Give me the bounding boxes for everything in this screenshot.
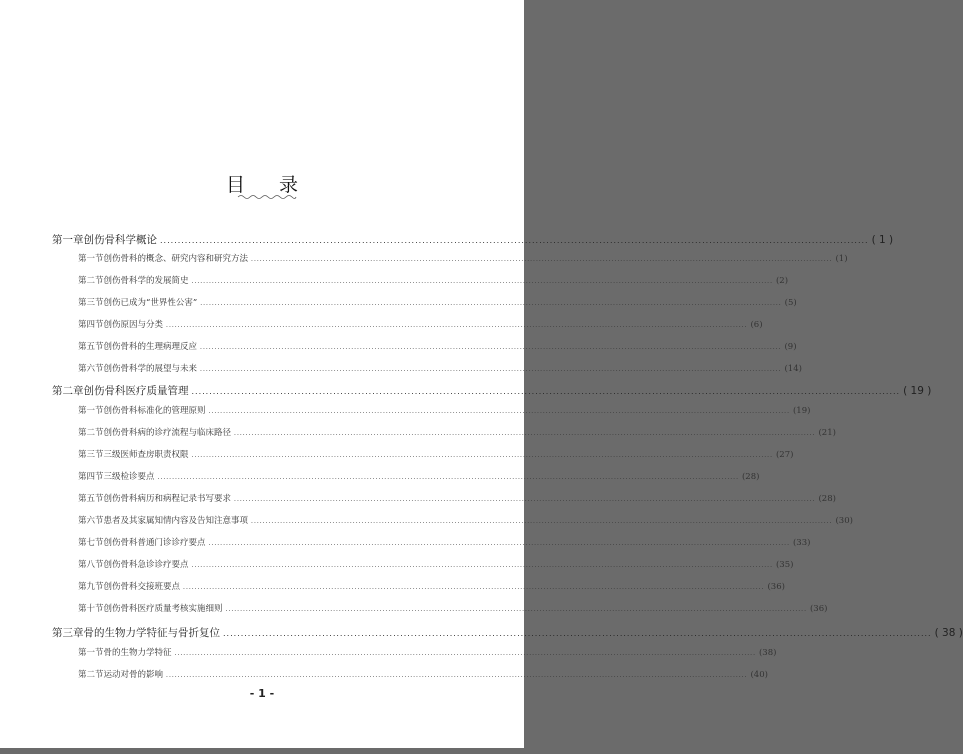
toc-section-row <box>0 318 763 334</box>
toc-entry-page: (28) <box>818 494 836 504</box>
toc-leader-dots: ........................................................................................................................................................................................................ <box>200 366 782 373</box>
toc-entry-number: 第二节 <box>78 276 104 286</box>
toc-section-row <box>0 514 853 530</box>
toc-chapter-row <box>0 383 932 399</box>
toc-leader-dots: ........................................................................................................................................................................................................ <box>191 562 773 569</box>
toc-entry-title: 骨的生物力学特征 <box>103 648 172 658</box>
toc-entry-title: 创伤骨科交接班要点 <box>103 582 181 592</box>
toc-entry-title: 三级医师查房职责权限 <box>103 450 189 460</box>
toc-entry-page: (36) <box>809 604 828 614</box>
toc-entry-page: (21) <box>818 428 836 438</box>
toc-leader-dots: ........................................................................................................................................................................................................ <box>191 278 773 285</box>
toc-leader-dots: ........................................................................................................................................................................................................ <box>200 344 782 351</box>
toc-entry-page: ( 38 ) <box>934 627 963 639</box>
toc-section-row <box>0 448 794 464</box>
toc-entry-page: (40) <box>750 670 768 680</box>
toc-entry-number: 第五节 <box>78 494 104 504</box>
toc-leader-dots: ........................................................................................................................................................................................................ <box>234 496 816 503</box>
toc-section-row <box>0 580 785 596</box>
toc-entry-number: 第四节 <box>78 472 104 482</box>
toc-entry-number: 第二节 <box>78 428 104 438</box>
toc-entry-page: (33) <box>792 538 811 548</box>
toc-entry-number: 第五节 <box>78 342 104 352</box>
toc-leader-dots: ........................................................................................................................................................................................................ <box>174 650 756 657</box>
toc-section-row <box>0 492 836 508</box>
toc-entry-title: 创伤骨科学的展望与未来 <box>103 364 198 374</box>
toc-entry-number: 第九节 <box>78 582 104 592</box>
toc-entry-page: (19) <box>792 406 811 416</box>
toc-entry-number: 第二节 <box>78 670 104 680</box>
toc-entry-title: 创伤骨科标准化的管理原则 <box>103 406 206 416</box>
toc-leader-dots: ........................................................................................................................................................................................................ <box>225 606 807 613</box>
toc-entry-title: 创伤已成为“世界性公害” <box>103 298 198 308</box>
toc-leader-dots: ........................................................................................................................................................................................................ <box>208 540 790 547</box>
toc-entry-number: 第一节 <box>78 406 104 416</box>
toc-leader-dots: ........................................................................................................................................................................................................ <box>191 452 773 459</box>
toc-entry-page: (28) <box>741 472 760 482</box>
toc-leader-dots: ........................................................................................................................................................................................................ <box>208 408 790 415</box>
toc-entry-number: 第一节 <box>78 648 104 658</box>
toc-entry-page: (9) <box>784 342 797 352</box>
toc-leader-dots: ........................................................................................................................................................................................................ <box>251 518 833 525</box>
toc-entry-page: ( 1 ) <box>871 234 894 246</box>
toc-section-row <box>0 340 797 356</box>
toc-section-row <box>0 558 794 574</box>
toc-section-row <box>0 362 802 378</box>
toc-section-row <box>0 668 768 684</box>
toc-entry-number: 第四节 <box>78 320 104 330</box>
toc-leader-dots: ........................................................................................................................................................................................................ <box>251 256 833 263</box>
toc-entry-number: 第三节 <box>78 450 104 460</box>
toc-entry-number: 第三节 <box>78 298 104 308</box>
toc-entry-page: (38) <box>758 648 777 658</box>
toc-entry-number: 第八节 <box>78 560 104 570</box>
toc-entry-number: 第三章 <box>52 627 84 639</box>
toc-entry-number: 第六节 <box>78 364 104 374</box>
toc-entry-title: 创伤骨科医疗质量考核实施细则 <box>103 604 223 614</box>
toc-entry-number: 第六节 <box>78 516 104 526</box>
toc-entry-page: (1) <box>835 254 848 264</box>
title-underline-ornament <box>238 194 296 200</box>
toc-section-row <box>0 536 811 552</box>
toc-leader-dots: ........................................................................................................................................................................................................ <box>191 387 901 396</box>
toc-entry-number: 第七节 <box>78 538 104 548</box>
toc-entry-page: (30) <box>835 516 853 526</box>
toc-entry-title: 创伤骨科普通门诊诊疗要点 <box>103 538 206 548</box>
toc-section-row <box>0 470 760 486</box>
toc-entry-page: (14) <box>784 364 802 374</box>
toc-leader-dots: ........................................................................................................................................................................................................ <box>234 430 816 437</box>
toc-leader-dots: ........................................................................................................................................................................................................ <box>166 322 748 329</box>
toc-entry-number: 第一节 <box>78 254 104 264</box>
toc-leader-dots: ........................................................................................................................................................................................................ <box>157 474 739 481</box>
toc-section-row <box>0 404 811 420</box>
page-number: - 1 - <box>249 687 275 700</box>
toc-entry-title: 创伤原因与分类 <box>103 320 164 330</box>
toc-entry-title: 创伤骨科急诊诊疗要点 <box>103 560 189 570</box>
toc-entry-number: 第一章 <box>52 234 84 246</box>
toc-section-row <box>0 252 848 268</box>
toc-entry-title: 运动对骨的影响 <box>103 670 164 680</box>
toc-entry-title: 创伤骨科学的发展简史 <box>103 276 189 286</box>
toc-entry-title: 患者及其家属知情内容及告知注意事项 <box>103 516 249 526</box>
toc-chapter-row <box>0 232 894 248</box>
toc-entry-title: 三级检诊要点 <box>103 472 155 482</box>
toc-leader-dots: ........................................................................................................................................................................................................ <box>166 672 748 679</box>
toc-section-row <box>0 646 777 662</box>
toc-entry-page: ( 19 ) <box>903 385 932 397</box>
toc-entry-number: 第二章 <box>52 385 84 397</box>
toc-entry-title: 创伤骨科的生理病理反应 <box>103 342 198 352</box>
toc-leader-dots: ........................................................................................................................................................................................................ <box>200 300 782 307</box>
toc-entry-title: 创伤骨科的概念、研究内容和研究方法 <box>103 254 249 264</box>
toc-entry-title: 创伤骨科医疗质量管理 <box>83 385 189 397</box>
toc-section-row <box>0 274 789 290</box>
toc-entry-title: 骨的生物力学特征与骨折复位 <box>83 627 220 639</box>
toc-entry-title: 创伤骨科病的诊疗流程与临床路径 <box>103 428 232 438</box>
toc-leader-dots: ........................................................................................................................................................................................................ <box>160 236 869 245</box>
toc-leader-dots: ........................................................................................................................................................................................................ <box>223 629 932 638</box>
toc-entry-page: (27) <box>775 450 794 460</box>
toc-section-row <box>0 602 828 618</box>
toc-section-row <box>0 296 797 312</box>
page-title: 目 录 <box>225 174 313 196</box>
toc-entry-title: 创伤骨科学概论 <box>83 234 157 246</box>
toc-entry-page: (35) <box>775 560 794 570</box>
toc-entry-page: (2) <box>775 276 789 286</box>
toc-entry-page: (6) <box>750 320 763 330</box>
toc-section-row <box>0 426 836 442</box>
toc-entry-page: (36) <box>767 582 785 592</box>
toc-entry-title: 创伤骨科病历和病程记录书写要求 <box>103 494 232 504</box>
toc-entry-page: (5) <box>784 298 797 308</box>
toc-leader-dots: ........................................................................................................................................................................................................ <box>183 584 765 591</box>
toc-entry-number: 第十节 <box>78 604 104 614</box>
toc-chapter-row <box>0 625 963 641</box>
